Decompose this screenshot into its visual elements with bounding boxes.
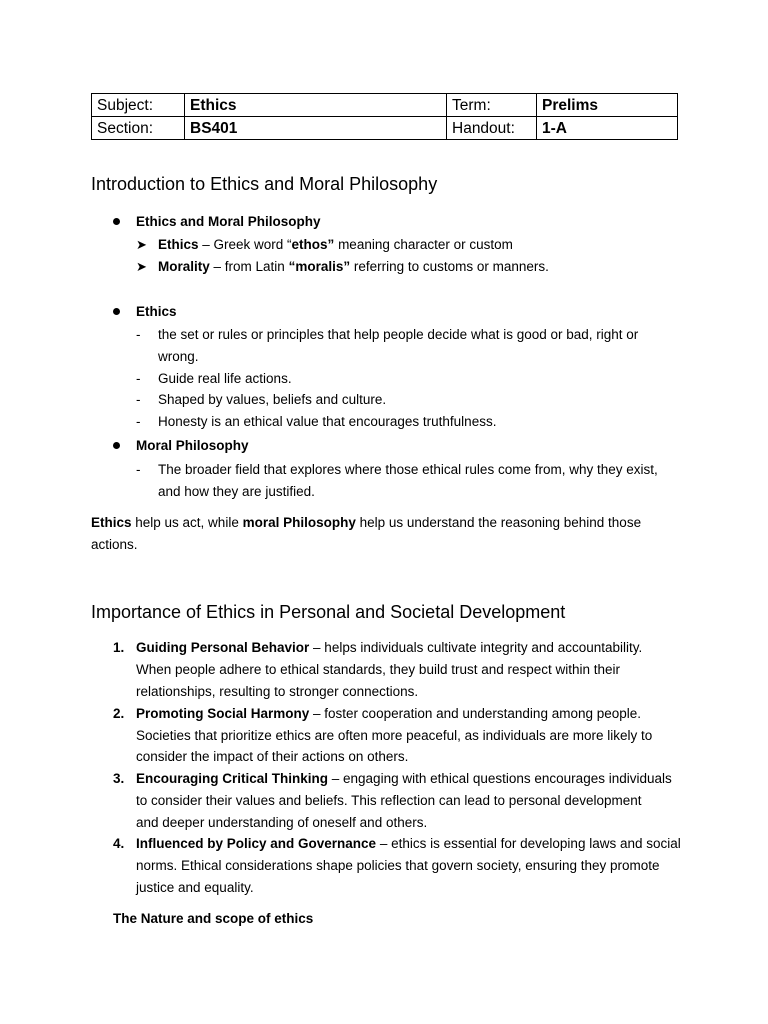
header-row-1 <box>92 94 678 117</box>
summary-paragraph <box>91 514 641 532</box>
summary-text: help us act, while <box>131 515 243 530</box>
subject-value: Ethics <box>185 94 447 117</box>
list-item-line: Societies that prioritize ethics are often more peaceful, as individuals are more likely to <box>136 728 653 743</box>
sub-word: ethos” <box>291 237 335 252</box>
bullet-dot-icon <box>113 308 120 315</box>
sub-term: Ethics <box>158 237 199 252</box>
list-item-text: – engaging with ethical questions encourages individuals <box>328 771 672 786</box>
list-item-line: justice and equality. <box>136 880 254 895</box>
bullet-ethics-moral-philosophy: Ethics and Moral Philosophy <box>136 214 321 229</box>
bullet-dot-icon <box>113 218 120 225</box>
moral-item: The broader field that explores where those ethical rules come from, why they exist, <box>158 462 658 477</box>
dash-marker: - <box>136 462 141 477</box>
list-item-line: to consider their values and beliefs. This reflection can lead to personal development <box>136 793 642 808</box>
dash-marker: - <box>136 327 141 342</box>
summary-paragraph-line2: actions. <box>91 537 138 552</box>
header-table <box>91 93 678 140</box>
dash-marker: - <box>136 414 141 429</box>
sub-item-ethics <box>158 236 513 254</box>
list-item-text: – helps individuals cultivate integrity and accountability. <box>309 640 643 655</box>
sub-text: referring to customs or manners. <box>350 259 549 274</box>
bullet-dot-icon <box>113 442 120 449</box>
header-row-2 <box>92 117 678 140</box>
importance-heading: Importance of Ethics in Personal and Societal Development <box>91 602 566 622</box>
subject-label: Subject: <box>92 94 185 117</box>
term-value: Prelims <box>537 94 678 117</box>
ethics-item: wrong. <box>158 349 199 364</box>
sub-term: Morality <box>158 259 210 274</box>
ethics-item: Guide real life actions. <box>158 371 292 386</box>
section-value: BS401 <box>185 117 447 140</box>
summary-bold: moral Philosophy <box>242 515 356 530</box>
term-label: Term: <box>447 94 537 117</box>
list-item-title: Guiding Personal Behavior <box>136 640 310 655</box>
list-item-title: Encouraging Critical Thinking <box>136 771 329 786</box>
list-item-text: – ethics is essential for developing laws and social <box>376 836 681 851</box>
sub-item-morality <box>158 258 549 276</box>
ethics-item: Honesty is an ethical value that encourages truthfulness. <box>158 414 497 429</box>
ethics-item: the set or rules or principles that help people decide what is good or bad, right or <box>158 327 639 342</box>
handout-label: Handout: <box>447 117 537 140</box>
list-item-title: Influenced by Policy and Governance <box>136 836 377 851</box>
summary-bold: Ethics <box>91 515 132 530</box>
list-item-line: and deeper understanding of oneself and others. <box>136 815 428 830</box>
ethics-item: Shaped by values, beliefs and culture. <box>158 392 387 407</box>
list-item-line: norms. Ethical considerations shape policies that govern society, ensuring they promote <box>136 858 660 873</box>
sub-text: – Greek word “ <box>198 237 292 252</box>
list-number: 3. <box>113 771 125 786</box>
arrowhead-icon: ➤ <box>136 259 147 274</box>
list-item-line <box>136 835 681 853</box>
bullet-ethics: Ethics <box>136 304 177 319</box>
list-number: 1. <box>113 640 125 655</box>
sub-text: meaning character or custom <box>334 237 513 252</box>
list-item-line: consider the impact of their actions on others. <box>136 749 409 764</box>
intro-heading: Introduction to Ethics and Moral Philosophy <box>91 174 438 194</box>
section-label: Section: <box>92 117 185 140</box>
list-item-text: – foster cooperation and understanding among people. <box>309 706 642 721</box>
list-item-title: Promoting Social Harmony <box>136 706 310 721</box>
list-item-line: When people adhere to ethical standards, they build trust and respect within their <box>136 662 621 677</box>
list-number: 2. <box>113 706 125 721</box>
list-item-line <box>136 705 641 723</box>
list-item-line: relationships, resulting to stronger connections. <box>136 684 419 699</box>
bullet-moral-philosophy: Moral Philosophy <box>136 438 249 453</box>
arrowhead-icon: ➤ <box>136 237 147 252</box>
moral-item: and how they are justified. <box>158 484 315 499</box>
summary-text: help us understand the reasoning behind those <box>355 515 642 530</box>
dash-marker: - <box>136 371 141 386</box>
list-item-line <box>136 770 672 788</box>
nature-scope-subheading: The Nature and scope of ethics <box>113 911 314 926</box>
list-number: 4. <box>113 836 125 851</box>
dash-marker: - <box>136 392 141 407</box>
handout-value: 1-A <box>537 117 678 140</box>
list-item-line <box>136 639 642 657</box>
sub-word: “moralis” <box>288 259 351 274</box>
sub-text: – from Latin <box>209 259 289 274</box>
